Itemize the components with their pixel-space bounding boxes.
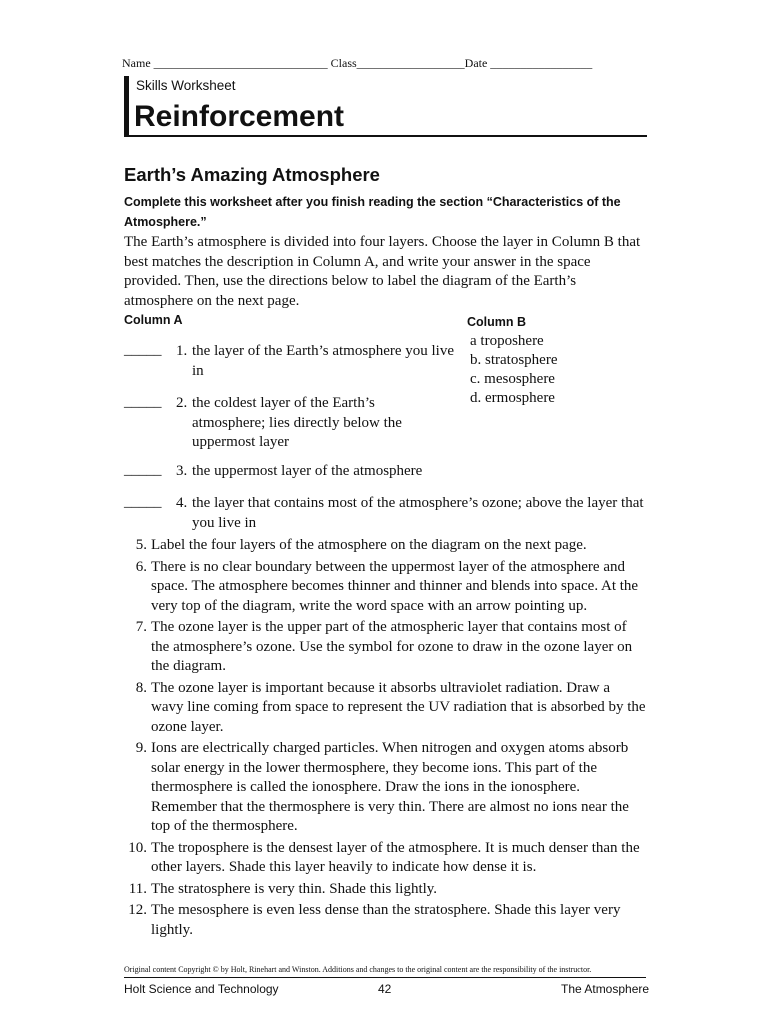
list-item: [124, 679, 646, 738]
question-text: the layer of the Earth’s atmosphere you live in: [192, 343, 454, 379]
list-item: [124, 839, 646, 878]
item-text: The mesosphere is even less dense than the stratosphere. Shade this layer very lightly.: [151, 902, 621, 938]
list-item: [124, 739, 646, 837]
answer-option: d. ermosphere: [470, 390, 555, 406]
page-number: 42: [378, 982, 392, 996]
item-text: Label the four layers of the atmosphere on the diagram on the next page.: [151, 537, 587, 553]
item-number: 5.: [135, 537, 147, 553]
item-number: 11.: [128, 880, 147, 897]
answer-blank[interactable]: _____: [124, 462, 162, 478]
item-text: Ions are electrically charged particles. When nitrogen and oxygen atoms absorb solar energy in the lower thermosphere, they become ions. This part of the thermosphere is called the ionosphere. Draw the ions in the ionosphere. Remember that the thermosphere is very thin. There are almost no ions near the top of the thermosphere.: [151, 740, 629, 834]
column-b-list: [470, 332, 557, 408]
item-text: The ozone layer is the upper part of the atmospheric layer that contains most of the atmosphere’s ozone. Use the symbol for ozone to draw in the ozone layer on the diagram.: [151, 619, 633, 674]
name-class-date-line: Name _____________________________ Class__________________Date _________________: [122, 56, 593, 70]
directions-list: [124, 536, 646, 942]
item-text: The troposphere is the densest layer of the atmosphere. It is much denser than the other layers. Shade this layer heavily to indicate how dense it is.: [151, 839, 640, 875]
item-number: 9.: [135, 740, 147, 756]
page-title: Reinforcement: [134, 100, 345, 133]
copyright-notice: Original content Copyright © by Holt, Rinehart and Winston. Additions and changes to the original content are the responsibility of the instructor.: [124, 965, 592, 974]
footer-divider: [124, 977, 646, 978]
footer-book-title: Holt Science and Technology: [124, 982, 279, 996]
column-a-heading: Column A: [124, 313, 183, 327]
item-number: 12.: [128, 902, 147, 918]
title-divider: [124, 135, 647, 137]
question-number: 1.: [176, 343, 188, 359]
instructions: Complete this worksheet after you finish reading the section “Characteristics of the Atmosphere.”: [124, 195, 621, 229]
question-text: the layer that contains most of the atmosphere’s ozone; above the layer that you live in: [192, 495, 644, 531]
item-text: There is no clear boundary between the uppermost layer of the atmosphere and space. The atmosphere becomes thinner and thinner and blends into space. At the very top of the diagram, write the word space with an arrow pointing up.: [151, 558, 639, 614]
list-item: [124, 901, 646, 940]
answer-option: a troposhere: [470, 333, 544, 349]
list-item: [124, 880, 646, 900]
question-number: 4.: [176, 495, 188, 511]
footer-chapter-title: The Atmosphere: [561, 982, 650, 996]
question-number: 2.: [176, 395, 188, 411]
question-text: the uppermost layer of the atmosphere: [192, 463, 423, 479]
item-text: The stratosphere is very thin. Shade this lightly.: [151, 880, 438, 897]
item-number: 6.: [135, 558, 147, 575]
item-number: 7.: [135, 619, 147, 635]
list-item: [124, 558, 646, 617]
answer-option: b. stratosphere: [470, 352, 558, 368]
intro-paragraph: The Earth’s atmosphere is divided into four layers. Choose the layer in Column B that best matches the description in Column A, and write your answer in the space provided. Then, use the directions below to label the diagram of the Earth’s atmosphere on the next page.: [124, 234, 641, 309]
column-b-heading: Column B: [467, 315, 527, 329]
list-item: [124, 536, 646, 556]
question-text: the coldest layer of the Earth’s atmosphere; lies directly below the uppermost layer: [192, 395, 402, 450]
question-number: 3.: [176, 463, 188, 479]
answer-blank[interactable]: _____: [124, 342, 162, 358]
list-item: [124, 618, 646, 677]
answer-option: c. mesosphere: [470, 371, 555, 387]
item-number: 10.: [128, 839, 147, 856]
item-number: 8.: [135, 679, 147, 696]
answer-blank[interactable]: _____: [124, 494, 162, 510]
item-text: The ozone layer is important because it absorbs ultraviolet radiation. Draw a wavy line coming from space to represent the UV radiation that is absorbed by the ozone layer.: [151, 679, 646, 735]
title-bar: [124, 76, 129, 135]
answer-blank[interactable]: _____: [124, 394, 162, 410]
worksheet-label: Skills Worksheet: [136, 78, 236, 93]
section-title: Earth’s Amazing Atmosphere: [124, 164, 380, 185]
